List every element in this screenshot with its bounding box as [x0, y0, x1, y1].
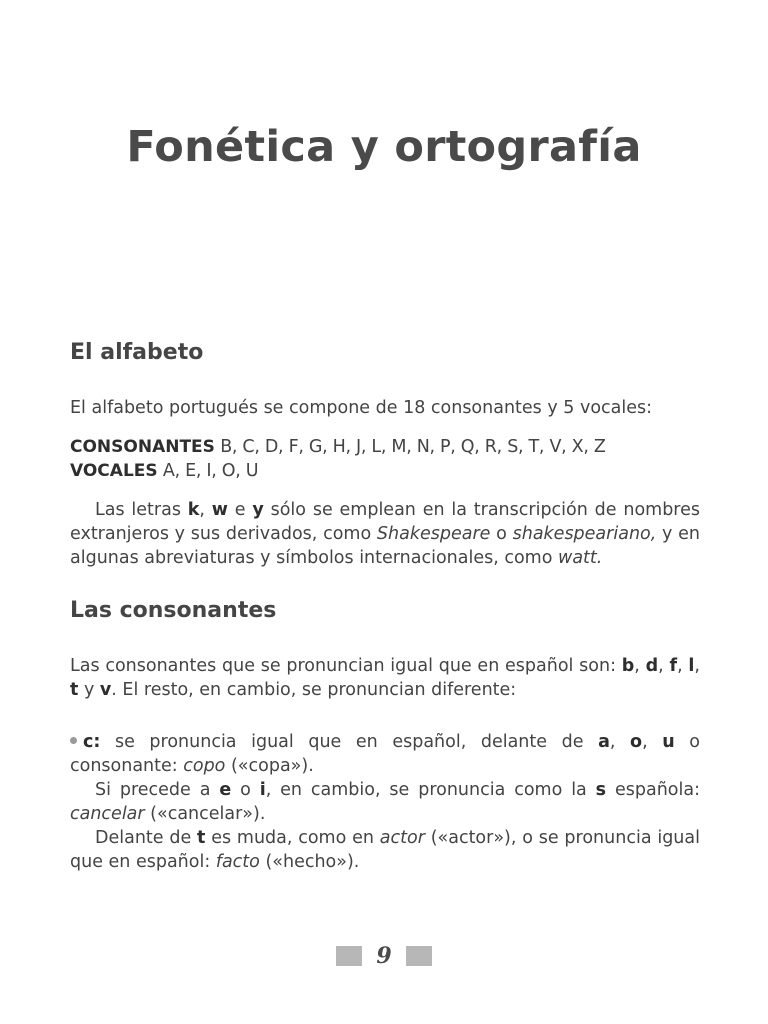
text-run: o: [490, 524, 513, 544]
page-title: Fonética y ortografía: [126, 122, 642, 172]
example-word: copo: [183, 756, 226, 776]
letter-v: v: [99, 680, 112, 700]
text-run: se pronuncia igual que en español, delante de: [100, 732, 599, 752]
text-run: Delante de: [95, 828, 198, 848]
text-run: ,: [609, 732, 631, 752]
page-footer: [0, 943, 768, 969]
example-word: cancelar: [70, 804, 145, 824]
example-word: facto: [215, 852, 260, 872]
text-run: («copa»).: [225, 756, 314, 776]
vowels-line: [70, 459, 700, 483]
section-heading-consonantes: Las consonantes: [70, 598, 277, 623]
text-run: ,: [658, 656, 670, 676]
letter-d: d: [645, 656, 659, 676]
text-run: ,: [694, 656, 700, 676]
consonantes-intro: [70, 654, 700, 702]
letter-y: y: [252, 500, 264, 520]
section-heading-alfabeto: El alfabeto: [70, 340, 204, 365]
letter-l: l: [688, 656, 695, 676]
consonants-line: [70, 435, 700, 459]
consonants-list: B, C, D, F, G, H, J, L, M, N, P, Q, R, S, T, V, X, Z: [220, 437, 606, 457]
text-run: y en algunas abreviaturas y símbolos internacionales, como: [70, 524, 700, 568]
c-entry-para-2: [70, 778, 700, 826]
letter-i: i: [259, 780, 266, 800]
text-run: ,: [642, 732, 663, 752]
letter-t: t: [70, 680, 79, 700]
text-run: o: [231, 780, 260, 800]
text-run: («actor»), o se pronuncia igual que en español:: [70, 828, 700, 872]
text-run: Las letras: [95, 500, 188, 520]
footer-bar-right: [406, 946, 432, 966]
letter-o: o: [630, 732, 643, 752]
text-run: («hecho»).: [259, 852, 360, 872]
vowels-list: A, E, I, O, U: [162, 461, 259, 481]
example-word: actor: [379, 828, 425, 848]
text-run: ,: [199, 500, 212, 520]
text-run: española:: [606, 780, 700, 800]
c-entry-para-3: [70, 826, 700, 874]
letter-e: e: [219, 780, 232, 800]
text-run: . El resto, en cambio, se pronuncian diferente:: [111, 680, 517, 700]
consonants-label: CONSONANTES: [70, 437, 215, 457]
example-word: Shakespeare: [376, 524, 491, 544]
vowels-label: VOCALES: [70, 461, 158, 481]
text-run: ,: [634, 656, 646, 676]
text-run: sólo se emplean en la transcripción de nombres extranjeros y sus derivados, como: [70, 500, 700, 544]
text-run: Las consonantes que se pronuncian igual que en español son:: [70, 656, 622, 676]
letter-w: w: [211, 500, 228, 520]
text-run: y: [78, 680, 100, 700]
text-run: ,: [677, 656, 689, 676]
text-run: Si precede a: [95, 780, 220, 800]
letter-s: s: [595, 780, 607, 800]
alphabet-list: [70, 435, 700, 483]
entry-label-c: c:: [83, 732, 101, 752]
letter-t: t: [197, 828, 206, 848]
letter-u: u: [662, 732, 675, 752]
text-run: es muda, como en: [205, 828, 380, 848]
letter-k: k: [187, 500, 200, 520]
footer-bar-left: [336, 946, 362, 966]
text-run: e: [227, 500, 253, 520]
page-number: 9: [376, 943, 392, 969]
text-run: , en cambio, se pronuncia como la: [265, 780, 596, 800]
example-word: shakespeariano,: [512, 524, 657, 544]
page-content: [70, 336, 700, 874]
c-entry: [70, 730, 700, 778]
letter-a: a: [598, 732, 610, 752]
letter-b: b: [621, 656, 635, 676]
text-run: («cancelar»).: [144, 804, 266, 824]
alfabeto-intro: El alfabeto portugués se compone de 18 consonantes y 5 vocales:: [70, 398, 653, 418]
bullet-icon: [70, 737, 77, 744]
letter-f: f: [669, 656, 678, 676]
example-word: watt.: [558, 548, 603, 568]
foreign-letters-paragraph: [70, 498, 700, 570]
text-run: o consonante:: [70, 732, 700, 776]
